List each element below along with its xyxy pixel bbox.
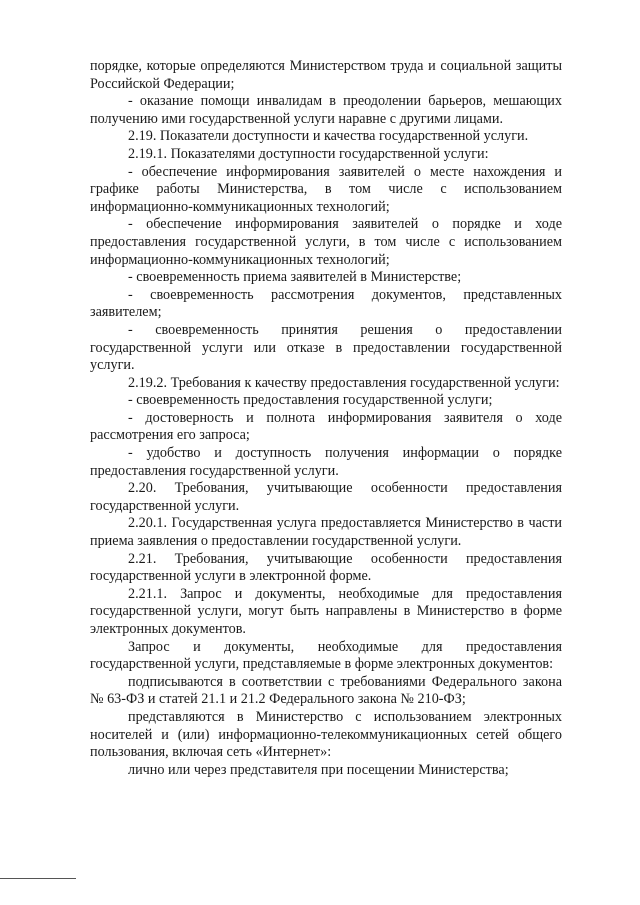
subsection-heading: 2.19.2. Требования к качеству предоставления государственной услуги: [128,374,560,391]
paragraph: представляются в Министерство с использованием электронных носителей и (или) информационно-телекоммуникационных сетей общего пользования, включая сеть «Интернет»: [90,708,562,761]
paragraph: подписываются в соответствии с требованиями Федерального закона № 63-ФЗ и статей 21.1 и 21.2 Федерального закона № 210-ФЗ; [90,673,562,708]
subsection-heading: 2.19.1. Показателями доступности государственной услуги: [128,145,489,162]
paragraph: 2.20.1. Государственная услуга предоставляется Министерство в части приема заявления о предоставлении государственной услуги. [90,515,562,550]
document-body [90,58,562,779]
paragraph: Запрос и документы, необходимые для предоставления государственной услуги, представляемые в форме электронных документов: [90,638,562,673]
list-item: - обеспечение информирования заявителей о порядке и ходе предоставления государственной услуги, в том числе с использованием информационно-коммуникационных технологий; [90,216,562,268]
section-heading: 2.21. Требования, учитывающие особенности предоставления государственной услуги в электронной форме. [90,550,562,585]
list-item: - своевременность принятия решения о предоставлении государственной услуги или отказе в предоставлении государственной услуги. [90,321,562,374]
list-item: - своевременность рассмотрения документов, представленных заявителем; [90,286,562,321]
section-heading: 2.20. Требования, учитывающие особенности предоставления государственной услуги. [90,480,562,514]
paragraph: порядке, которые определяются Министерством труда и социальной защиты Российской Федерации; [90,58,562,92]
list-item: - удобство и доступность получения информации о порядке предоставления государственной услуги. [90,445,562,479]
paragraph: 2.21.1. Запрос и документы, необходимые для предоставления государственной услуги, могут быть направлены в Министерство в форме электронных документов. [90,585,562,637]
list-item: - обеспечение информирования заявителей о месте нахождения и графике работы Министерства, в том числе с использованием информационно-коммуникационных технологий; [90,163,562,215]
list-item: - достоверность и полнота информирования заявителя о ходе рассмотрения его запроса; [90,409,562,444]
list-item: - своевременность предоставления государственной услуги; [128,392,493,409]
list-item: - оказание помощи инвалидам в преодолении барьеров, мешающих получению ими государственной услуги наравне с другими лицами. [90,93,562,127]
footer-rule [0,878,76,879]
section-heading: 2.19. Показатели доступности и качества государственной услуги. [128,128,529,145]
paragraph: лично или через представителя при посещении Министерства; [128,761,509,778]
list-item: - своевременность приема заявителей в Министерстве; [128,269,462,286]
